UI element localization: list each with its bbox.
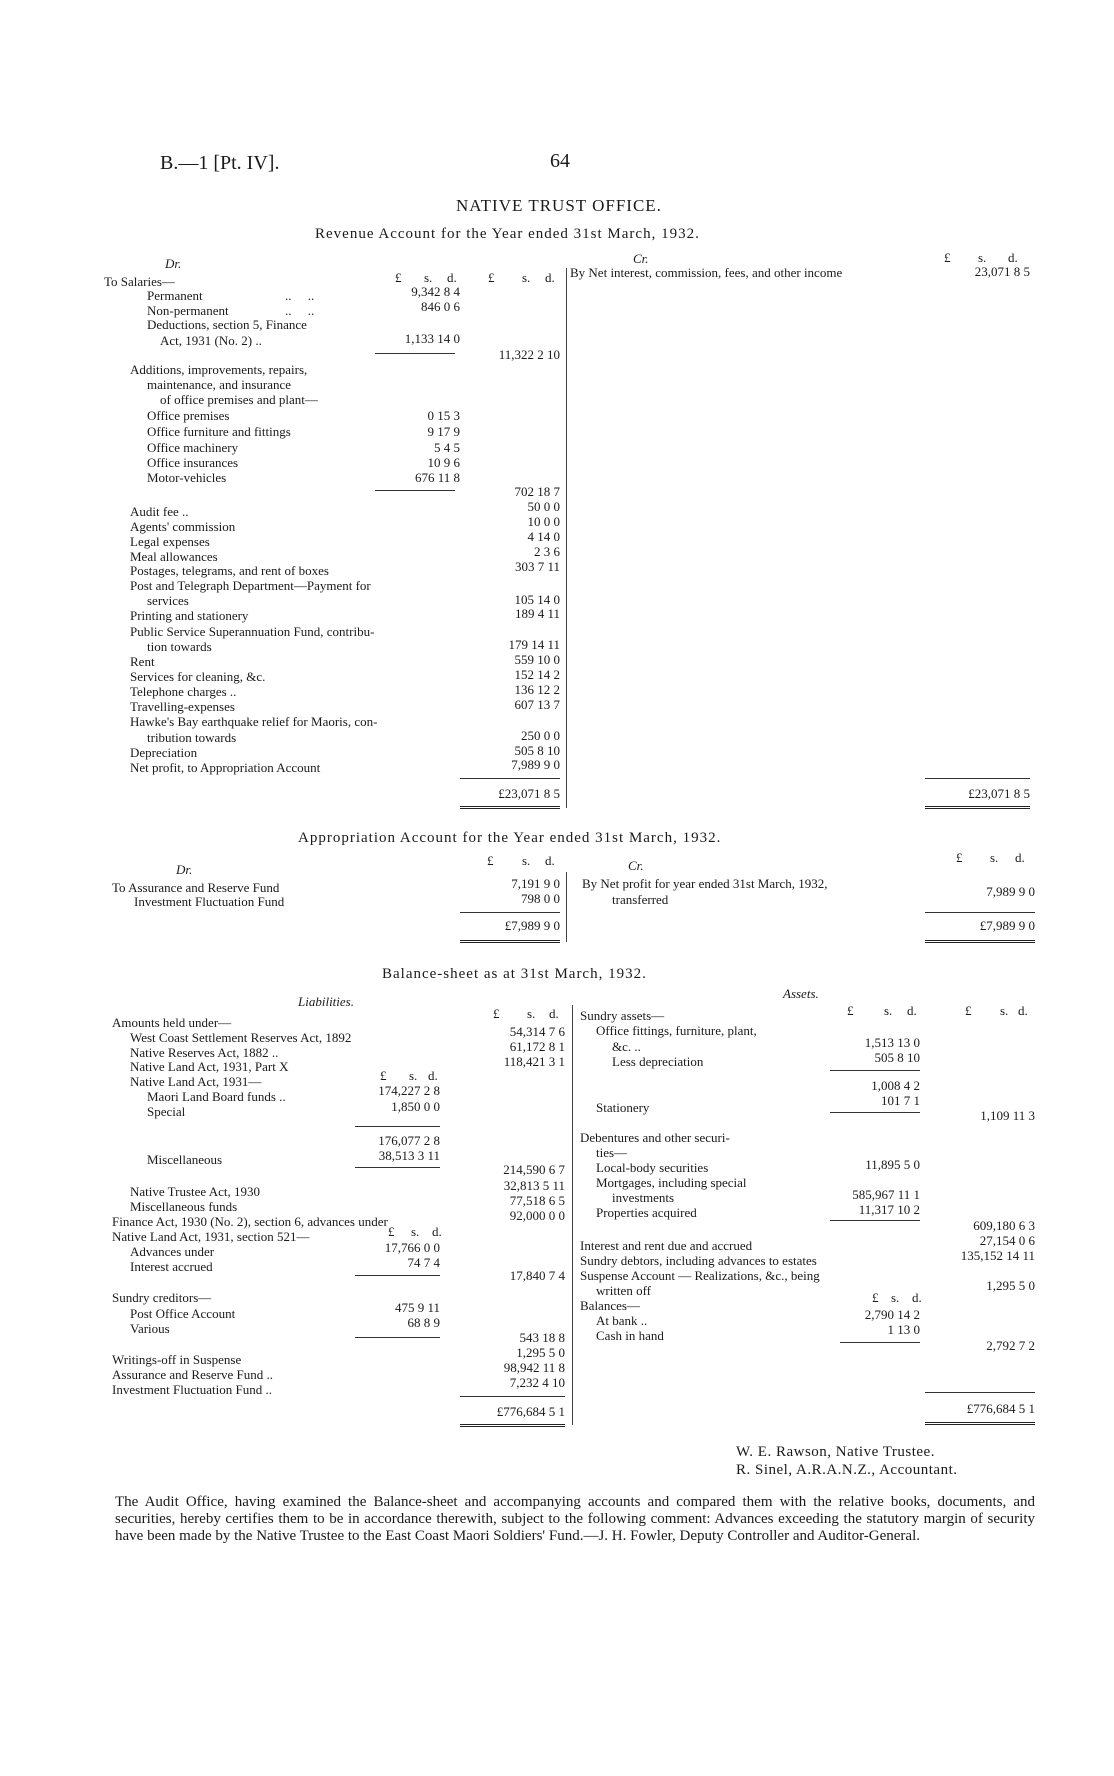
col-pound: £ <box>395 270 402 285</box>
machinery-label: Office machinery <box>147 440 239 455</box>
assurance-label: To Assurance and Reserve Fund <box>112 880 280 895</box>
rule <box>460 912 560 913</box>
debentures-line2: ties— <box>596 1145 628 1160</box>
balances-total: 2,792 7 2 <box>986 1338 1035 1353</box>
native-land-521-label: Native Land Act, 1931, section 521— <box>112 1229 310 1244</box>
furniture-label: Office furniture and fittings <box>147 424 291 439</box>
assurance-value: 7,191 9 0 <box>511 876 560 891</box>
salaries-total: 11,322 2 10 <box>498 347 560 362</box>
sundry-debtors-value: 135,152 14 11 <box>960 1248 1035 1263</box>
stationery-label: Stationery <box>596 1100 650 1115</box>
audit-fee-label: Audit fee .. <box>130 504 189 519</box>
misc-funds-label: Miscellaneous funds <box>130 1199 238 1214</box>
properties-label: Properties acquired <box>596 1205 697 1220</box>
rule <box>830 1070 920 1071</box>
local-body-label: Local-body securities <box>596 1160 709 1175</box>
agents-label: Agents' commission <box>130 519 236 534</box>
double-rule <box>925 806 1030 809</box>
legal-label: Legal expenses <box>130 534 210 549</box>
rule <box>925 778 1030 779</box>
finance-act-value: 92,000 0 0 <box>509 1208 565 1223</box>
motor-value: 676 11 8 <box>414 470 460 485</box>
signature-trustee: W. E. Rawson, Native Trustee. <box>736 1444 935 1460</box>
less-dep-value: 505 8 10 <box>874 1050 920 1065</box>
bal-pound: £ <box>872 1290 879 1305</box>
cr-income-label: By Net interest, commission, fees, and other income <box>570 265 843 280</box>
post-office-label: Post Office Account <box>130 1306 236 1321</box>
rent-value: 559 10 0 <box>514 652 560 667</box>
liabilities-total: £776,684 5 1 <box>496 1404 565 1419</box>
assurance-fund-value: 98,942 11 8 <box>503 1360 565 1375</box>
postages-label: Postages, telegrams, and rent of boxes <box>130 563 329 578</box>
post-line2: services <box>147 593 189 608</box>
post-line1: Post and Telegraph Department—Payment for <box>130 578 371 593</box>
stationery-value: 101 7 1 <box>881 1093 920 1108</box>
suspense-line2: written off <box>596 1283 651 1298</box>
approp-pound: £ <box>487 853 494 868</box>
at-bank-value: 2,790 14 2 <box>864 1307 920 1322</box>
col-s: s. <box>424 270 433 285</box>
agents-value: 10 0 0 <box>527 514 560 529</box>
furniture-value: 9 17 9 <box>427 424 460 439</box>
debentures-line1: Debentures and other securi- <box>580 1130 730 1145</box>
native-land-521-total: 17,840 7 4 <box>509 1268 565 1283</box>
telephone-label: Telephone charges .. <box>130 684 237 699</box>
approp-cr-s: s. <box>990 850 999 865</box>
local-body-value: 11,895 5 0 <box>865 1157 920 1172</box>
sub-s-2: s. <box>411 1224 420 1239</box>
sub-d-2: d. <box>432 1224 442 1239</box>
deductions-line1: Deductions, section 5, Finance <box>147 317 307 332</box>
approp-cr-value: 7,989 9 0 <box>986 884 1035 899</box>
rent-label: Rent <box>130 654 155 669</box>
meal-label: Meal allowances <box>130 549 218 564</box>
trustee-act-value: 32,813 5 11 <box>503 1178 565 1193</box>
misc-total: 214,590 6 7 <box>503 1162 565 1177</box>
balances-label: Balances— <box>580 1298 640 1313</box>
misc-funds-value: 77,518 6 5 <box>509 1193 565 1208</box>
mortgages-value: 585,967 11 1 <box>852 1187 920 1202</box>
rule <box>355 1275 440 1276</box>
cash-value: 1 13 0 <box>887 1322 920 1337</box>
cash-label: Cash in hand <box>596 1328 664 1343</box>
additions-line2: maintenance, and insurance <box>147 377 292 392</box>
net-profit-label: Net profit, to Appropriation Account <box>130 760 321 775</box>
page-number: 64 <box>550 150 570 172</box>
bs-s: s. <box>527 1006 536 1021</box>
suspense-value: 1,295 5 0 <box>986 1278 1035 1293</box>
premises-value: 0 15 3 <box>427 408 460 423</box>
approp-cr-pound: £ <box>956 850 963 865</box>
printing-value: 189 4 11 <box>514 606 560 621</box>
bs-d: d. <box>549 1006 559 1021</box>
assets-label: Assets. <box>783 986 819 1001</box>
rule <box>375 490 455 491</box>
fittings-line1: Office fittings, furniture, plant, <box>596 1023 757 1038</box>
west-coast-label: West Coast Settlement Reserves Act, 1892 <box>130 1030 352 1045</box>
approp-cr-line1: By Net profit for year ended 31st March, 1932, <box>582 876 828 891</box>
rule <box>460 778 560 779</box>
at-bank-label: At bank .. <box>596 1313 648 1328</box>
net-profit-value: 7,989 9 0 <box>511 757 560 772</box>
revenue-dr-label: Dr. <box>165 256 182 271</box>
travel-label: Travelling-expenses <box>130 699 235 714</box>
revenue-cr-total: £23,071 8 5 <box>968 786 1030 801</box>
dots: .. .. <box>285 288 315 303</box>
fittings-value: 1,513 13 0 <box>864 1035 920 1050</box>
legal-value: 4 14 0 <box>527 529 560 544</box>
permanent-value: 9,342 8 4 <box>411 284 460 299</box>
meal-value: 2 3 6 <box>534 544 560 559</box>
hawke-line1: Hawke's Bay earthquake relief for Maoris, con- <box>130 714 378 729</box>
salaries-label: To Salaries— <box>104 274 175 289</box>
interest-rent-label: Interest and rent due and accrued <box>580 1238 753 1253</box>
approp-dr-total: £7,989 9 0 <box>504 918 560 933</box>
postages-value: 303 7 11 <box>514 559 560 574</box>
subtotal-value: 176,077 2 8 <box>378 1133 440 1148</box>
additions-line1: Additions, improvements, repairs, <box>130 362 308 377</box>
rule <box>375 353 455 354</box>
sub-d: d. <box>428 1068 438 1083</box>
interest-accrued-label: Interest accrued <box>130 1259 213 1274</box>
misc-value: 38,513 3 11 <box>378 1148 440 1163</box>
deductions-line2: Act, 1931 (No. 2) .. <box>160 333 262 348</box>
printing-label: Printing and stationery <box>130 608 249 623</box>
cleaning-value: 152 14 2 <box>514 667 560 682</box>
deductions-value: 1,133 14 0 <box>404 331 460 346</box>
assets-total: £776,684 5 1 <box>966 1401 1035 1416</box>
double-rule <box>460 806 560 809</box>
nonperm-label: Non-permanent <box>147 303 229 318</box>
bal-d: d. <box>912 1290 922 1305</box>
native-land-x-label: Native Land Act, 1931, Part X <box>130 1059 289 1074</box>
advances-label: Advances under <box>130 1244 215 1259</box>
insurances-label: Office insurances <box>147 455 239 470</box>
rule <box>460 1396 565 1397</box>
rule <box>355 1337 440 1338</box>
motor-label: Motor-vehicles <box>147 470 227 485</box>
super-line1: Public Service Superannuation Fund, contribu- <box>130 624 375 639</box>
amounts-held-label: Amounts held under— <box>112 1015 232 1030</box>
sub-s: s. <box>409 1068 418 1083</box>
special-label: Special <box>147 1104 186 1119</box>
col-pound-2: £ <box>488 270 495 285</box>
column-divider <box>566 872 567 942</box>
bal-s: s. <box>891 1290 900 1305</box>
bs-a-d-2: d. <box>1018 1003 1028 1018</box>
sundry-creditors-label: Sundry creditors— <box>112 1290 212 1305</box>
cr-income-value: 23,071 8 5 <box>974 264 1030 279</box>
rule <box>355 1126 440 1127</box>
west-coast-value: 54,314 7 6 <box>509 1024 565 1039</box>
writings-off-label: Writings-off in Suspense <box>112 1352 242 1367</box>
col-d-2: d. <box>545 270 555 285</box>
super-line2: tion towards <box>147 639 212 654</box>
revenue-heading: Revenue Account for the Year ended 31st March, 1932. <box>315 226 700 242</box>
native-reserves-label: Native Reserves Act, 1882 .. <box>130 1045 279 1060</box>
writings-off-value: 1,295 5 0 <box>516 1345 565 1360</box>
approp-cr-line2: transferred <box>612 892 669 907</box>
bs-a-pound: £ <box>847 1003 854 1018</box>
additions-total: 702 18 7 <box>514 484 560 499</box>
revenue-cr-s: s. <box>978 250 987 265</box>
column-divider <box>572 1005 573 1425</box>
additions-line3: of office premises and plant— <box>160 392 318 407</box>
interest-rent-value: 27,154 0 6 <box>979 1233 1035 1248</box>
bs-a-pound-2: £ <box>965 1003 972 1018</box>
assurance-fund-label: Assurance and Reserve Fund .. <box>112 1367 274 1382</box>
various-label: Various <box>130 1321 170 1336</box>
dots: .. .. <box>285 303 315 318</box>
nonperm-value: 846 0 6 <box>421 299 460 314</box>
cleaning-label: Services for cleaning, &c. <box>130 669 266 684</box>
approp-cr-d: d. <box>1015 850 1025 865</box>
post-office-value: 475 9 11 <box>394 1300 440 1315</box>
double-rule <box>460 1424 565 1427</box>
balance-heading: Balance-sheet as at 31st March, 1932. <box>382 966 647 982</box>
rule <box>925 912 1035 913</box>
revenue-dr-total: £23,071 8 5 <box>498 786 560 801</box>
approp-cr-label: Cr. <box>628 858 644 873</box>
depreciation-label: Depreciation <box>130 745 198 760</box>
debentures-total: 609,180 6 3 <box>973 1218 1035 1233</box>
maori-land-value: 174,227 2 8 <box>378 1083 440 1098</box>
rule <box>830 1220 920 1221</box>
audit-certificate: The Audit Office, having examined the Balance-sheet and accompanying accounts and compared them with the relative books, documents, and securities, hereby certifies them to be in accordance therewith, subject to the following comment: Advances exceeding the statutory margin of security have been made by the Native Trustee to the East Coast Maori Soldiers' Fund.—J. H. Fowler, Deputy Controller and Auditor-General. <box>115 1494 1035 1544</box>
approp-d: d. <box>545 853 555 868</box>
various-value: 68 8 9 <box>407 1315 440 1330</box>
hawke-value: 250 0 0 <box>521 728 560 743</box>
approp-cr-total: £7,989 9 0 <box>979 918 1035 933</box>
bs-a-s-2: s. <box>1000 1003 1009 1018</box>
liabilities-label: Liabilities. <box>298 994 354 1009</box>
double-rule <box>460 940 560 943</box>
revenue-cr-label: Cr. <box>633 251 649 266</box>
native-reserves-value: 61,172 8 1 <box>509 1039 565 1054</box>
net-fittings-value: 1,008 4 2 <box>871 1078 920 1093</box>
signature-accountant: R. Sinel, A.R.A.N.Z., Accountant. <box>736 1462 958 1478</box>
rule <box>925 1392 1035 1393</box>
double-rule <box>925 1422 1035 1425</box>
document-reference: B.—1 [Pt. IV]. <box>160 152 280 174</box>
hawke-line2: tribution towards <box>147 730 237 745</box>
permanent-label: Permanent <box>147 288 203 303</box>
telephone-value: 136 12 2 <box>514 682 560 697</box>
rule <box>830 1112 920 1113</box>
investment-value: 798 0 0 <box>521 891 560 906</box>
col-s-2: s. <box>522 270 531 285</box>
insurances-value: 10 9 6 <box>427 455 460 470</box>
native-land-x-value: 118,421 3 1 <box>503 1054 565 1069</box>
super-value: 179 14 11 <box>508 637 560 652</box>
approp-s: s. <box>522 853 531 868</box>
double-rule <box>925 940 1035 943</box>
rule <box>840 1342 920 1343</box>
suspense-line1: Suspense Account — Realizations, &c., being <box>580 1268 820 1283</box>
sundry-debtors-label: Sundry debtors, including advances to estates <box>580 1253 817 1268</box>
bs-a-s: s. <box>884 1003 893 1018</box>
native-land-1931-label: Native Land Act, 1931— <box>130 1074 262 1089</box>
appropriation-heading: Appropriation Account for the Year ended 31st March, 1932. <box>298 830 722 846</box>
fittings-line2: &c. .. <box>612 1039 641 1054</box>
investment-fund-value: 7,232 4 10 <box>509 1375 565 1390</box>
travel-value: 607 13 7 <box>514 697 560 712</box>
mortgages-line2: investments <box>612 1190 675 1205</box>
page-title: NATIVE TRUST OFFICE. <box>456 196 662 215</box>
investment-label: Investment Fluctuation Fund <box>134 894 285 909</box>
less-dep-label: Less depreciation <box>612 1054 704 1069</box>
finance-act-label: Finance Act, 1930 (No. 2), section 6, advances under <box>112 1214 388 1229</box>
bs-a-d: d. <box>907 1003 917 1018</box>
sub-pound-2: £ <box>388 1224 395 1239</box>
premises-label: Office premises <box>147 408 230 423</box>
sundry-assets-total: 1,109 11 3 <box>980 1108 1035 1123</box>
rule <box>355 1167 440 1168</box>
advances-value: 17,766 0 0 <box>384 1240 440 1255</box>
revenue-cr-d: d. <box>1008 250 1018 265</box>
mortgages-line1: Mortgages, including special <box>596 1175 747 1190</box>
audit-fee-value: 50 0 0 <box>527 499 560 514</box>
sundry-assets-label: Sundry assets— <box>580 1008 665 1023</box>
trustee-act-label: Native Trustee Act, 1930 <box>130 1184 260 1199</box>
special-value: 1,850 0 0 <box>391 1099 440 1114</box>
maori-land-label: Maori Land Board funds .. <box>147 1089 286 1104</box>
sundry-creditors-total: 543 18 8 <box>519 1330 565 1345</box>
col-d: d. <box>447 270 457 285</box>
properties-value: 11,317 10 2 <box>858 1202 920 1217</box>
machinery-value: 5 4 5 <box>434 440 460 455</box>
sub-pound: £ <box>380 1068 387 1083</box>
interest-accrued-value: 74 7 4 <box>407 1255 440 1270</box>
column-divider <box>566 268 567 808</box>
approp-dr-label: Dr. <box>176 862 193 877</box>
bs-pound: £ <box>493 1006 500 1021</box>
depreciation-value: 505 8 10 <box>514 743 560 758</box>
revenue-cr-pound: £ <box>944 250 951 265</box>
misc-label: Miscellaneous <box>147 1152 223 1167</box>
investment-fund-label: Investment Fluctuation Fund .. <box>112 1382 272 1397</box>
post-value: 105 14 0 <box>514 592 560 607</box>
